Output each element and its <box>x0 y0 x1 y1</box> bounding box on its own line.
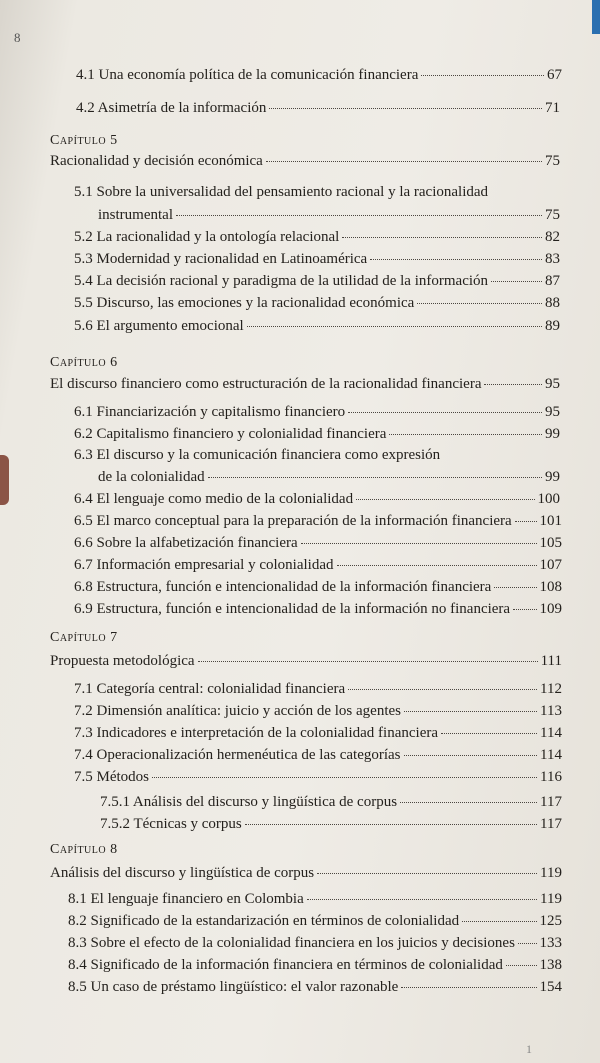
entry-title: 5.4 La decisión racional y paradigma de la utilidad de la información <box>74 273 489 289</box>
dot-leader <box>518 943 537 944</box>
dot-leader <box>348 689 537 690</box>
toc-entry[interactable] <box>74 702 562 720</box>
toc-entry[interactable] <box>68 890 562 908</box>
entry-page: 116 <box>540 769 562 785</box>
chapter-heading: Capítulo 8 <box>50 842 118 857</box>
entry-page: 99 <box>545 426 560 442</box>
entry-title: 4.2 Asimetría de la información <box>76 100 267 116</box>
toc-entry[interactable] <box>74 768 562 786</box>
entry-title: 5.6 El argumento emocional <box>74 318 244 334</box>
dot-leader <box>401 987 536 988</box>
entry-page: 71 <box>545 100 560 116</box>
dot-leader <box>301 543 537 544</box>
dot-leader <box>441 733 537 734</box>
entry-title: Propuesta metodológica <box>50 653 195 669</box>
toc-entry[interactable] <box>74 680 562 698</box>
entry-page: 109 <box>539 601 562 617</box>
dot-leader <box>515 521 537 522</box>
entry-page: 114 <box>540 725 562 741</box>
entry-title: 7.5 Métodos <box>74 769 149 785</box>
entry-page: 95 <box>545 376 560 392</box>
entry-page: 119 <box>540 891 562 907</box>
toc-entry[interactable] <box>50 152 560 170</box>
dot-leader <box>404 755 538 756</box>
toc-entry[interactable] <box>100 815 562 833</box>
dot-leader <box>356 499 534 500</box>
dot-leader <box>245 824 537 825</box>
entry-title: 7.3 Indicadores e interpretación de la colonialidad financiera <box>74 725 438 741</box>
dot-leader <box>152 777 537 778</box>
entry-page: 105 <box>539 535 562 551</box>
toc-entry[interactable] <box>68 934 562 952</box>
entry-page: 117 <box>540 816 562 832</box>
corner-mark: 1 <box>526 1042 532 1056</box>
entry-page: 89 <box>545 318 560 334</box>
entry-page: 82 <box>545 229 560 245</box>
dot-leader <box>462 921 536 922</box>
dot-leader <box>484 384 542 385</box>
toc-entry[interactable] <box>74 228 560 246</box>
toc-entry-first-line: 5.1 Sobre la universalidad del pensamiento racional y la racionalidad <box>74 184 489 200</box>
toc-entry[interactable] <box>74 600 562 618</box>
entry-page: 99 <box>545 469 560 485</box>
entry-page: 111 <box>540 653 562 669</box>
entry-page: 87 <box>545 273 560 289</box>
toc-entry[interactable] <box>74 556 562 574</box>
toc-entry[interactable] <box>74 512 562 530</box>
dot-leader <box>421 75 544 76</box>
dot-leader <box>389 434 542 435</box>
entry-title: 6.1 Financiarización y capitalismo financiero <box>74 404 346 420</box>
chapter-heading: Capítulo 6 <box>50 355 118 370</box>
dot-leader <box>494 587 536 588</box>
dot-leader <box>317 873 537 874</box>
entry-page: 138 <box>539 957 562 973</box>
toc-entry[interactable] <box>100 793 562 811</box>
dot-leader <box>198 661 538 662</box>
entry-title: 6.5 El marco conceptual para la preparación de la información financiera <box>74 513 512 529</box>
toc-entry[interactable] <box>98 468 560 486</box>
entry-title: 6.8 Estructura, función e intencionalidad de la información financiera <box>74 579 492 595</box>
entry-title: 5.5 Discurso, las emociones y la racionalidad económica <box>74 295 415 311</box>
chapter-heading: Capítulo 7 <box>50 630 118 645</box>
toc-entry[interactable] <box>68 978 562 996</box>
entry-title: 8.4 Significado de la información financiera en términos de colonialidad <box>68 957 503 973</box>
dot-leader <box>400 802 537 803</box>
entry-title: 8.5 Un caso de préstamo lingüístico: el valor razonable <box>68 979 399 995</box>
entry-title: 5.2 La racionalidad y la ontología relacional <box>74 229 340 245</box>
toc-entry[interactable] <box>76 99 560 117</box>
toc-entry[interactable] <box>74 403 560 421</box>
dot-leader <box>266 161 542 162</box>
entry-page: 108 <box>539 579 562 595</box>
toc-entry[interactable] <box>74 272 560 290</box>
chapter-heading: Capítulo 5 <box>50 133 118 148</box>
page-number: 8 <box>14 30 21 45</box>
dot-leader <box>208 477 542 478</box>
entry-title: 7.4 Operacionalización hermenéutica de las categorías <box>74 747 401 763</box>
toc-entry[interactable] <box>76 66 562 84</box>
toc-entry[interactable] <box>68 912 562 930</box>
entry-page: 113 <box>540 703 562 719</box>
entry-page: 114 <box>540 747 562 763</box>
entry-title: 7.5.2 Técnicas y corpus <box>100 816 242 832</box>
toc-entry[interactable] <box>74 578 562 596</box>
toc-entry[interactable] <box>50 864 562 882</box>
entry-page: 101 <box>539 513 562 529</box>
entry-title: Análisis del discurso y lingüística de corpus <box>50 865 315 881</box>
entry-page: 100 <box>537 491 560 507</box>
entry-title: 6.7 Información empresarial y colonialidad <box>74 557 334 573</box>
entry-page: 95 <box>545 404 560 420</box>
entry-page: 117 <box>540 794 562 810</box>
toc-entry[interactable] <box>74 724 562 742</box>
entry-title: 8.3 Sobre el efecto de la colonialidad financiera en los juicios y decisiones <box>68 935 515 951</box>
dot-leader <box>348 412 542 413</box>
entry-page: 75 <box>545 207 560 223</box>
toc-entry[interactable] <box>74 317 560 335</box>
entry-page: 88 <box>545 295 560 311</box>
entry-page: 154 <box>539 979 562 995</box>
entry-page: 75 <box>545 153 560 169</box>
entry-title: Racionalidad y decisión económica <box>50 153 263 169</box>
toc-entry-first-line: 6.3 El discurso y la comunicación financiera como expresión <box>74 447 441 463</box>
entry-page: 119 <box>540 865 562 881</box>
toc-entry[interactable] <box>50 652 562 670</box>
dot-leader <box>513 609 536 610</box>
toc-entry[interactable] <box>74 294 560 312</box>
entry-title: de la colonialidad <box>98 469 205 485</box>
toc-entry[interactable] <box>74 746 562 764</box>
entry-page: 83 <box>545 251 560 267</box>
dot-leader <box>342 237 542 238</box>
toc-entry[interactable] <box>74 534 562 552</box>
entry-page: 125 <box>539 913 562 929</box>
toc-entry[interactable] <box>74 250 560 268</box>
dot-leader <box>506 965 537 966</box>
entry-page: 133 <box>539 935 562 951</box>
entry-title: 8.2 Significado de la estandarización en términos de colonialidad <box>68 913 460 929</box>
toc-entry[interactable] <box>74 490 560 508</box>
dot-leader <box>491 281 542 282</box>
dot-leader <box>247 326 542 327</box>
entry-title: 4.1 Una economía política de la comunicación financiera <box>76 67 419 83</box>
dot-leader <box>370 259 542 260</box>
toc-entry[interactable] <box>98 206 560 224</box>
dot-leader <box>337 565 537 566</box>
dot-leader <box>404 711 537 712</box>
toc-entry[interactable] <box>50 375 560 393</box>
entry-title: 7.2 Dimensión analítica: juicio y acción de los agentes <box>74 703 401 719</box>
entry-page: 67 <box>547 67 562 83</box>
toc-entry[interactable] <box>68 956 562 974</box>
entry-title: 7.1 Categoría central: colonialidad financiera <box>74 681 346 697</box>
entry-title: 8.1 El lenguaje financiero en Colombia <box>68 891 304 907</box>
entry-page: 112 <box>540 681 562 697</box>
dot-leader <box>269 108 542 109</box>
dot-leader <box>176 215 542 216</box>
entry-title: 6.9 Estructura, función e intencionalidad de la información no financiera <box>74 601 511 617</box>
entry-page: 107 <box>539 557 562 573</box>
entry-title: 5.3 Modernidad y racionalidad en Latinoamérica <box>74 251 368 267</box>
entry-title: 7.5.1 Análisis del discurso y lingüística de corpus <box>100 794 398 810</box>
dot-leader <box>307 899 537 900</box>
toc-entry[interactable] <box>74 425 560 443</box>
entry-title: 6.2 Capitalismo financiero y colonialidad financiera <box>74 426 387 442</box>
entry-title: 6.4 El lenguaje como medio de la colonialidad <box>74 491 354 507</box>
entry-title: 6.6 Sobre la alfabetización financiera <box>74 535 298 551</box>
entry-title: El discurso financiero como estructuración de la racionalidad financiera <box>50 376 482 392</box>
entry-title: instrumental <box>98 207 173 223</box>
dot-leader <box>417 303 542 304</box>
